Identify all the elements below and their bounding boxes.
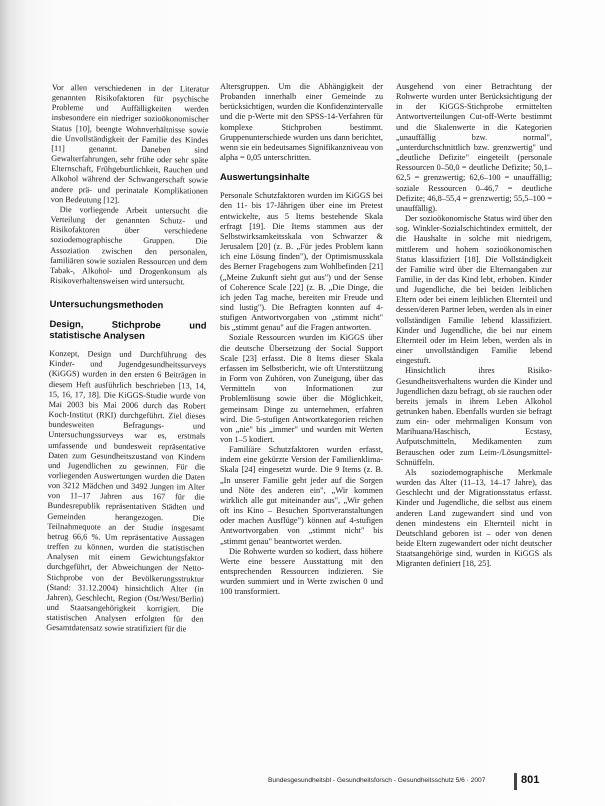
- subsection-heading: Auswertungsinhalte: [220, 171, 310, 183]
- paragraph: Vor allen verschiedenen in der Literatur genannten Risikofaktoren für psychische Probleme und Auffälligkeiten werden insbesondere ein niedriger sozioökonomischer Status [10], beengte Wohnverhältnisse sowie die Unvollständigkeit der Familie des Kindes [11] genannt. Daneben sind Gewalterfahrungen, sehr frühe oder sehr späte Elternschaft, Frühgeburtlichkeit, Rauchen und Alkohol während der Schwangerschaft sowie andere prä- und perinatale Komplikationen von Bedeutung [12].: [50, 83, 209, 205]
- paragraph: Altersgruppen. Um die Abhängigkeit der Probanden innerhalb einer Gemeinde zu berücksichtigen, wurden die Konfidenzintervalle und die p-Werte mit den SPSS-14-Verfahren für komplexe Stichproben bestimmt. Gruppenunterschiede wurden uns dann berichtet, wenn sie ein bedeutsames Signifikanzniveau von alpha = 0,05 unterschritten.: [220, 82, 383, 163]
- column-right: [396, 82, 552, 570]
- column-middle: [220, 82, 383, 598]
- paragraph: Die vorliegende Arbeit untersucht die Verteilung der genannten Schutz- und Risikofaktoren über verschiedene soziodemographische Gruppen. Die Assoziation zwischen den personalen, familiären sowie sozialen Ressourcen und dem Tabak-, Alkohol- und Drogenkonsum als Risikoverhaltensweisen wird untersucht.: [49, 204, 208, 287]
- paragraph: Die Rohwerte wurden so kodiert, dass höhere Werte eine bessere Ausstattung mit den entsprechenden Ressourcen indizieren. Sie wurden summiert und in Werte zwischen 0 und 100 transformiert.: [220, 546, 383, 597]
- page-footer: [268, 773, 568, 793]
- journal-citation: Bundesgesundheitsbl - Gesundheitsforsch - Gesundheitsschutz 5/6 · 2007: [268, 777, 486, 784]
- paragraph: Der sozioökonomische Status wird über den sog. Winkler-Sozialschichtindex ermittelt, der die Haushalte in solche mit niedrigem, mittlerem und hohem sozioökonomischen Status klassifiziert [18]. Die Vollständigkeit der Familie wird über die Elternangaben zur Familie, in der das Kind lebt, erhoben. Kinder und Jugendliche, die bei beiden leiblichen Eltern oder bei einem leiblichen Elternteil und dessen/deren Partner leben, werden als in einer vollständigen Familie lebend klassifiziert. Kinder und Jugendliche, die bei nur einem Elternteil oder im Heim leben, werden als in einer unvollständigen Familie lebend eingestuft.: [396, 214, 552, 366]
- paragraph: Ausgehend von einer Betrachtung der Rohwerte wurden unter Berücksichtigung der in der KiGGS-Stichprobe ermittelten Antwortverteilungen Cut-off-Werte bestimmt und die Skalenwerte in die Kategorien „unauffällig bzw. normal", „unterdurchschnittlich bzw. grenzwertig" und „deutliche Defizite" eingeteilt (personale Ressourcen 0–50,0 = deutliche Defizite; 50,1–62,5 = grenzwertig; 62,6–100 = unauffällig; soziale Ressourcen 0–46,7 = deutliche Defizite; 46,8–55,4 = grenzwertig; 55,5–100 = unauffällig).: [396, 82, 552, 213]
- paragraph: Konzept, Design und Durchführung des Kinder- und Jugendgesundheitssurveys (KiGGS) wurden in den ersten 6 Beiträgen in diesem Heft ausführlich beschrieben [13, 14, 15, 16, 17, 18]. Die KiGGS-Studie wurde von Mai 2003 bis Mai 2006 durch das Robert Koch-Institut (RKI) durchgeführt. Ziel dieses bundesweiten Befragungs- und Untersuchungssurveys war es, erstmals umfassende und bundesweit repräsentative Daten zum Gesundheitszustand von Kindern und Jugendlichen zu gewinnen. Für die vorliegenden Auswertungen wurden die Daten von 3212 Mädchen und 3492 Jungen im Alter von 11–17 Jahren aus 167 für die Bundesrepublik repräsentativen Städten und Gemeinden herangezogen. Die Teilnahmequote an der Studie insgesamt betrug 66,6 %. Um repräsentative Aussagen treffen zu können, wurden die statistischen Analysen mit einem Gewichtungsfaktor durchgeführt, der Abweichungen der Netto-Stichprobe von der Bevölkerungsstruktur (Stand: 31.12.2004) hinsichtlich Alter (in Jahren), Geschlecht, Region (Ost/West/Berlin) und Staatsangehörigkeit korrigiert. Die statistischen Analysen erfolgten für den Gesamtdatensatz sowie stratifiziert für die: [46, 349, 207, 634]
- section-heading: Untersuchungsmethoden: [49, 298, 164, 311]
- paragraph: Familiäre Schutzfaktoren wurden erfasst, indem eine gekürzte Version der Familienklima-Skala [24] eingesetzt wurde. Die 9 Items (z. B. „In unserer Familie geht jeder auf die Sorgen und Nöte des anderen ein", „Wir kommen wirklich alle gut miteinander aus", „Wir gehen oft ins Kino – Besuchen Sportveranstaltungen oder machen Ausflüge") können auf 4-stufigen Antwortvorgaben von „stimmt nicht" bis „stimmt genau" beantwortet werden.: [220, 445, 383, 546]
- paragraph: Als soziodemographische Merkmale wurden das Alter (11–13, 14–17 Jahre), das Geschlecht und der Migrationsstatus erfasst. Kinder und Jugendliche, die selbst aus einem anderen Land zugewandert sind und von denen mindestens ein Elternteil nicht in Deutschland geboren ist – oder von denen beide Eltern zugewandert oder nicht deutscher Staatsangehörige sind, wurden in KiGGS als Migranten definiert [18, 25].: [396, 467, 552, 569]
- subsection-heading: Design, Stichprobe und statistische Analysen: [49, 318, 207, 342]
- column-left: [46, 83, 209, 635]
- paragraph: Personale Schutzfaktoren wurden im KiGGS bei den 11- bis 17-Jährigen über eine im Pretest entwickelte, aus 5 Items bestehende Skala erfragt [19]. Die Items stammen aus der Selbstwirksamkeitsskala von Schwarzer & Jerusalem [20] (z. B. „Für jedes Problem kann ich eine Lösung finden"), der Optimismusskala des Berner Fragebogens zum Wohlbefinden [21] („Meine Zukunft sieht gut aus") und der Sense of Coherence Scale [22] (z. B. „Die Dinge, die ich jeden Tag mache, bereiten mir Freude und sind lustig"). Die Befragten konnten auf 4-stufigen Antwortvorgaben von „stimmt nicht" bis „stimmt genau" auf die Fragen antworten.: [220, 191, 383, 333]
- paragraph: Soziale Ressourcen wurden im KiGGS über die deutsche Übersetzung der Social Support Scale [23] erfasst. Die 8 Items dieser Skala erfassen im Selbstbericht, wie oft Unterstützung in Form von Zuhören, von Zuneigung, über das Vermitteln von Informationen zur Problemlösung sowie über die Möglichkeit, gemeinsam Dinge zu unternehmen, erfahren wird. Die 5-stufigen Antwortkategorien reichen von „nie" bis „immer" und wurden mit Werten von 1–5 kodiert.: [220, 333, 383, 444]
- page-number: 801: [521, 774, 540, 786]
- footer-divider: [514, 773, 517, 790]
- paragraph: Hinsichtlich ihres Risiko-Gesundheitsverhaltens wurden die Kinder und Jugendlichen dazu befragt, ob sie rauchen oder bereits jemals in ihrem Leben Alkohol getrunken haben. Ebenfalls wurden sie befragt zum ein- oder mehrmaligen Konsum von Marihuana/Haschisch, Ecstasy, Aufputschmitteln, Medikamenten zum Berauschen oder zum Leim-/Lösungsmittel-Schnüffeln.: [396, 366, 552, 467]
